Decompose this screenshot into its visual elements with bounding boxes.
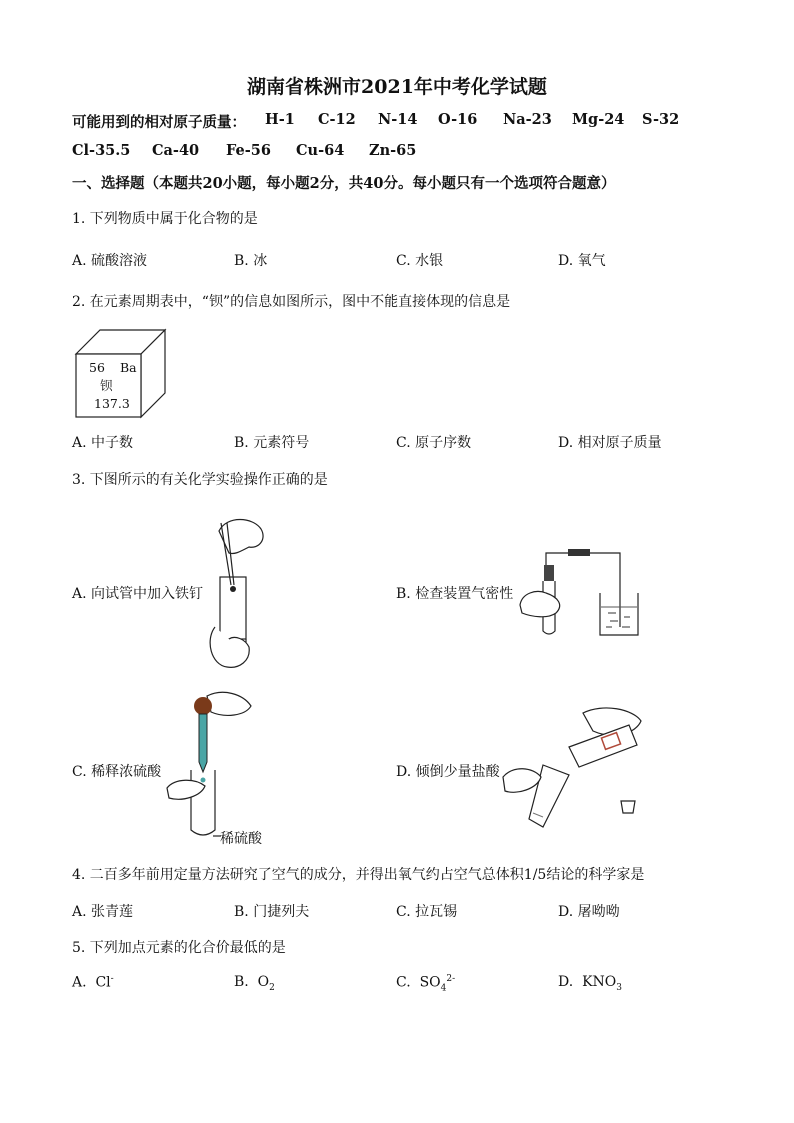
- element-number: 56: [89, 360, 105, 375]
- q4-option-c: C. 拉瓦锡: [396, 904, 458, 920]
- q4-option-d: D. 屠呦呦: [558, 904, 620, 920]
- q2-option-c: C. 原子序数: [396, 435, 472, 451]
- mass-cu: Cu-64: [296, 142, 345, 159]
- mass-ca: Ca-40: [152, 142, 200, 159]
- q2-option-d: D. 相对原子质量: [558, 435, 662, 451]
- q3-option-d: D. 倾倒少量盐酸: [396, 764, 500, 780]
- q5-option-a-formula: Cl: [95, 974, 111, 991]
- q1-option-c: C. 水银: [396, 253, 444, 269]
- mass-s: S-32: [642, 111, 680, 128]
- q5-option-d: [558, 974, 622, 993]
- q2-option-a: A. 中子数: [72, 435, 134, 451]
- q5-option-b-formula: O: [257, 974, 270, 990]
- section-heading: 一、选择题（本题共20小题，每小题2分，共40分。每小题只有一个选项符合题意）: [72, 175, 616, 192]
- q1-option-d: D. 氧气: [558, 253, 606, 269]
- question-4-stem: 4. 二百多年前用定量方法研究了空气的成分，并得出氧气约占空气总体积1/5结论的科学家是: [72, 867, 645, 883]
- figure-b-airtightness-image: [518, 543, 643, 638]
- q4-option-a: A. 张青莲: [72, 904, 134, 920]
- mass-mg: Mg-24: [572, 111, 625, 128]
- element-symbol: Ba: [120, 360, 137, 375]
- q5-option-d-sub: 3: [616, 982, 623, 993]
- mass-n: N-14: [378, 111, 418, 128]
- q1-option-b: B. 冰: [234, 253, 268, 269]
- element-mass: 137.3: [94, 396, 130, 411]
- q5-option-b: [234, 974, 275, 993]
- q5-option-a-prefix: A.: [72, 974, 87, 991]
- q5-option-b-prefix: B.: [234, 974, 249, 990]
- figure-d-pouring-image: [503, 705, 648, 830]
- q5-option-c-prefix: C.: [396, 974, 411, 991]
- q4-option-b: B. 门捷列夫: [234, 904, 310, 920]
- page-title: 湖南省株洲市2021年中考化学试题: [247, 76, 547, 98]
- q5-option-b-sub: 2: [269, 982, 275, 993]
- mass-cl: Cl-35.5: [72, 142, 131, 159]
- figure-a-iron-nail-image: [205, 515, 270, 675]
- q2-option-b: B. 元素符号: [234, 435, 310, 451]
- question-2-stem: 2. 在元素周期表中，“钡”的信息如图所示，图中不能直接体现的信息是: [72, 294, 511, 310]
- q5-option-a-sup: -: [110, 974, 114, 984]
- q5-option-c: [396, 974, 455, 993]
- q3-option-c: C. 稀释浓硫酸: [72, 764, 162, 780]
- q5-option-d-prefix: D.: [558, 974, 574, 990]
- mass-na: Na-23: [503, 111, 552, 128]
- q3-option-a: A. 向试管中加入铁钉: [72, 586, 204, 602]
- q3-option-b: B. 检查装置气密性: [396, 586, 514, 602]
- figure-c-dilution-image: [165, 690, 265, 850]
- mass-h: H-1: [265, 111, 295, 128]
- q5-option-a: [72, 974, 114, 991]
- element-name: 钡: [100, 378, 113, 393]
- mass-zn: Zn-65: [369, 142, 417, 159]
- q5-option-c-sub: 4: [440, 983, 447, 994]
- atomic-mass-label: 可能用到的相对原子质量：: [72, 114, 246, 131]
- q1-option-a: A. 硫酸溶液: [72, 253, 148, 269]
- question-3-stem: 3. 下图所示的有关化学实验操作正确的是: [72, 472, 328, 488]
- figure-c-label: 稀硫酸: [220, 831, 262, 847]
- q5-option-c-sup: 2-: [446, 974, 456, 984]
- question-1-stem: 1. 下列物质中属于化合物的是: [72, 211, 258, 227]
- q5-option-c-formula: SO: [419, 974, 441, 991]
- mass-fe: Fe-56: [226, 142, 271, 159]
- mass-o: O-16: [438, 111, 478, 128]
- mass-c: C-12: [318, 111, 356, 128]
- q5-option-d-formula: KNO: [582, 974, 617, 990]
- question-5-stem: 5. 下列加点元素的化合价最低的是: [72, 940, 286, 956]
